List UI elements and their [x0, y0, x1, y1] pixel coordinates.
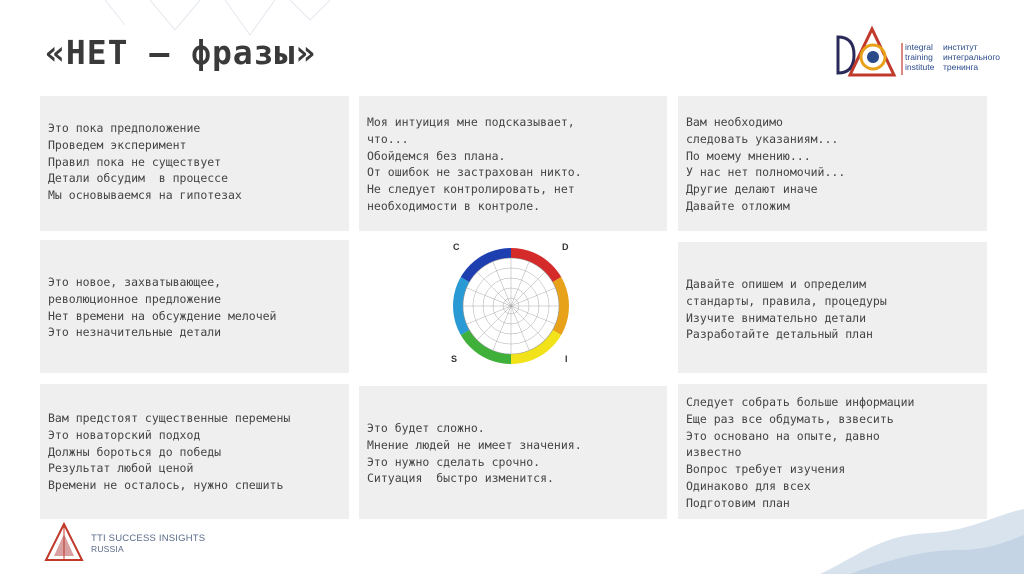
disc-wheel-diagram [441, 238, 581, 370]
phrase-card-text: Вам необходимо следовать указаниям... По моему мнению... У нас нет полномочий... Другие делают иначе Давайте отложим [686, 115, 846, 213]
phrase-card [678, 242, 987, 373]
wheel-label-d: D [562, 242, 569, 252]
phrase-card-text: Моя интуиция мне подсказывает, что... Обойдемся без плана. От ошибок не застрахован никто. Не следует контролировать, нет необходимости в контроле. [367, 115, 582, 213]
phrase-card-text: Следует собрать больше информации Еще раз все обдумать, взвесить Это основано на опыте, давно известно Вопрос требует изучения Одинаково для всех Подготовим план [686, 395, 915, 510]
phrase-card-text: Это новое, захватывающее, революционное предложение Нет времени на обсуждение мелочей Это незначительные детали [48, 275, 277, 340]
wheel-label-s: S [451, 354, 458, 364]
footer-brand-name: TTI SUCCESS INSIGHTS [91, 533, 206, 544]
phrase-card-text: Вам предстоят существенные перемены Это новаторский подход Должны бороться до победы Результат любой ценой Времени не осталось, нужно спешить [48, 411, 291, 493]
phrase-card [359, 386, 667, 519]
phrase-card [678, 96, 987, 231]
phrase-card [40, 240, 349, 373]
footer-brand [91, 533, 205, 555]
phrase-card [40, 96, 349, 231]
phrase-card [678, 384, 987, 519]
logo-text-ru: институт интегрального тренинга [943, 42, 1000, 72]
phrase-card [40, 384, 349, 519]
phrase-card-text: Это пока предположение Проведем эксперимент Правил пока не существует Детали обсудим в процессе Мы основываемся на гипотезах [48, 121, 242, 203]
footer-brand-region: RUSSIA [91, 544, 124, 554]
logo-text-en: integral training institute [905, 42, 935, 72]
page-title: «НЕТ – фразы» [45, 33, 317, 72]
decorative-wave [820, 505, 1024, 574]
wheel-label-c: C [453, 242, 460, 252]
phrase-card-text: Это будет сложно. Мнение людей не имеет значения. Это нужно сделать срочно. Ситуация быстро изменится. [367, 421, 582, 486]
phrase-card-text: Давайте опишем и определим стандарты, правила, процедуры Изучите внимательно детали Разработайте детальный план [686, 277, 887, 342]
tti-logo-icon [44, 522, 84, 562]
wheel-label-i: I [565, 354, 568, 364]
phrase-card [359, 96, 667, 231]
